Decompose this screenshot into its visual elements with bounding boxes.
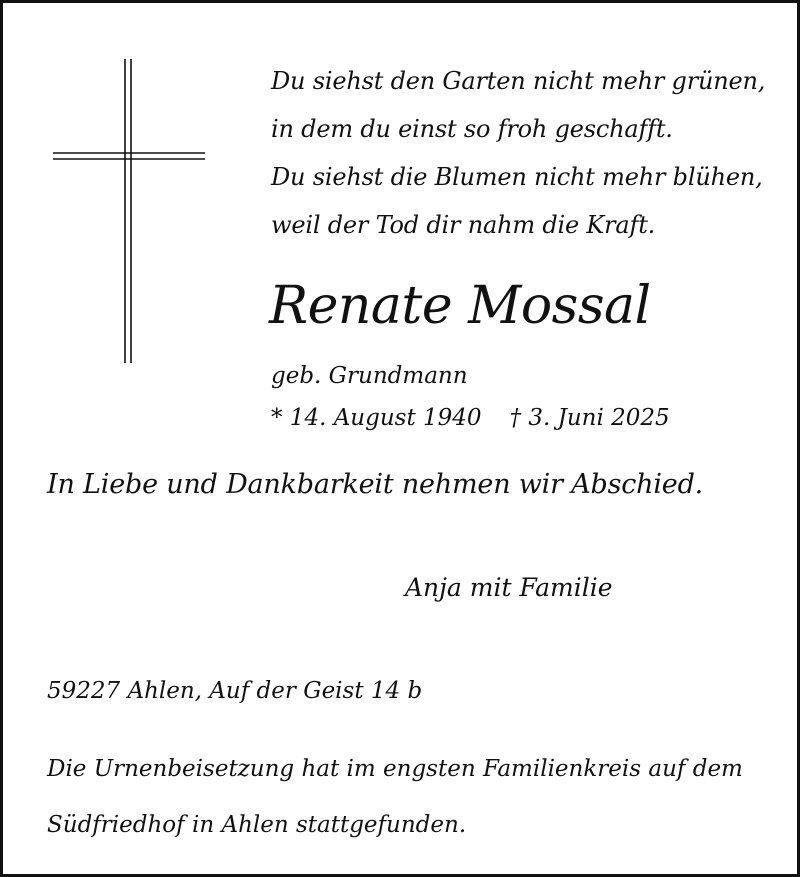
poem-line: in dem du einst so froh geschafft.: [271, 115, 673, 143]
life-dates: [271, 399, 670, 437]
poem-line: weil der Tod dir nahm die Kraft.: [271, 211, 656, 239]
poem-line: Du siehst den Garten nicht mehr grünen,: [271, 67, 766, 95]
death-date: † 3. Juni 2025: [509, 405, 670, 431]
cross-icon: [53, 59, 205, 363]
birth-date: * 14. August 1940: [271, 405, 482, 431]
deceased-name: Renate Mossal: [269, 276, 651, 336]
burial-notice: [47, 741, 767, 853]
burial-line: Die Urnenbeisetzung hat im engsten Familienkreis auf dem: [47, 756, 743, 782]
address: 59227 Ahlen, Auf der Geist 14 b: [47, 678, 423, 704]
signature: Anja mit Familie: [405, 573, 613, 602]
poem-line: Du siehst die Blumen nicht mehr blühen,: [271, 163, 763, 191]
poem: [271, 57, 771, 249]
farewell-text: In Liebe und Dankbarkeit nehmen wir Abschied.: [47, 469, 704, 500]
maiden-name: geb. Grundmann: [271, 363, 468, 389]
burial-line: Südfriedhof in Ahlen stattgefunden.: [47, 812, 467, 838]
